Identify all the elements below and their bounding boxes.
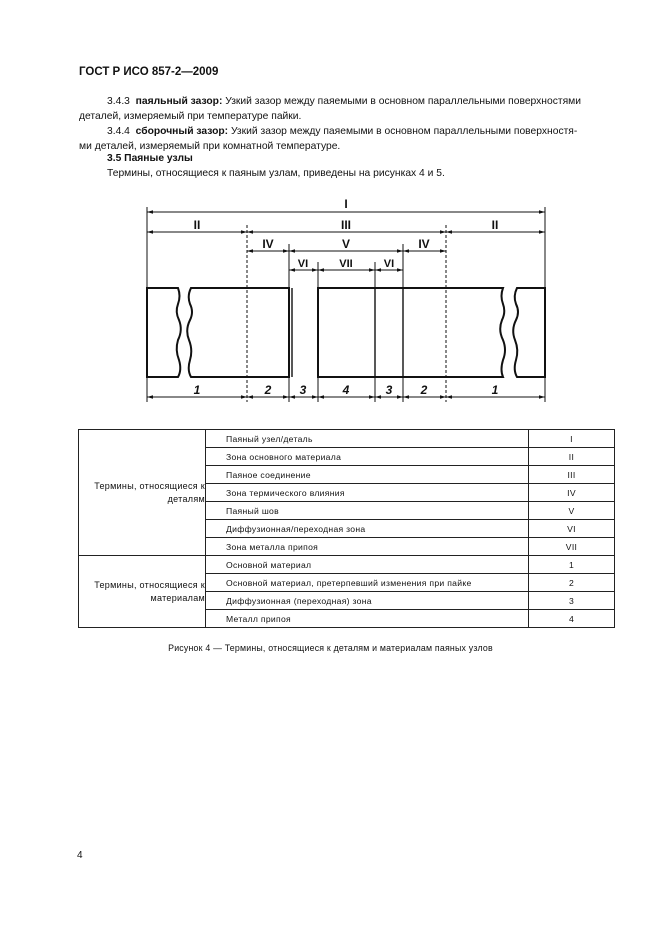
code-cell: V [529,502,615,520]
term-cell: Паяный узел/деталь [206,430,529,448]
label-III: III [340,218,352,232]
brazed-joint-figure [0,0,661,420]
clause-number: 3.4.4 [107,126,130,137]
term-cell: Паяное соединение [206,466,529,484]
code-cell: I [529,430,615,448]
term-cell: Паяный шов [206,502,529,520]
label-I: I [344,197,348,211]
figure-caption: Рисунок 4 — Термины, относящиеся к деталям и материалам паяных узлов [168,643,493,653]
label-II-right: II [491,218,499,232]
code-cell: VII [529,538,615,556]
definition-line: Узкий зазор между паяемыми в основном параллельными поверхностями [222,96,581,107]
code-cell: VI [529,520,615,538]
label-4: 4 [342,383,350,397]
code-cell: IV [529,484,615,502]
table-row [79,556,615,574]
label-IV-left: IV [262,237,274,251]
definition-line: Узкий зазор между паяемыми в основном параллельными поверхностя- [228,126,578,137]
label-1-left: 1 [193,383,201,397]
code-cell: 1 [529,556,615,574]
label-2-left: 2 [264,383,272,397]
label-3-right: 3 [385,383,393,397]
label-II-left: II [193,218,201,232]
label-VI-left: VI [297,258,309,270]
label-3-left: 3 [299,383,307,397]
paragraph-3-4-3-cont: деталей, измеряемый при температуре пайки. [79,111,302,122]
label-VI-right: VI [383,258,395,270]
label-2-right: 2 [420,383,428,397]
paragraph-3-4-4-cont: ми деталей, измеряемый при комнатной температуре. [79,141,341,152]
term-cell: Зона основного материала [206,448,529,466]
term-cell: Основной материал [206,556,529,574]
section-text: Термины, относящиеся к паяным узлам, приведены на рисунках 4 и 5. [107,168,445,179]
clause-number: 3.4.3 [107,96,130,107]
term-cell: Диффузионная (переходная) зона [206,592,529,610]
term-cell: Металл припоя [206,610,529,628]
term-cell: Диффузионная/переходная зона [206,520,529,538]
document-header: ГОСТ Р ИСО 857-2—2009 [79,66,219,78]
term: паяльный зазор: [135,96,223,107]
term-cell: Основной материал, претерпевший изменения при пайке [206,574,529,592]
code-cell: 2 [529,574,615,592]
group-label-parts: Термины, относящиеся к деталям [79,430,206,556]
code-cell: II [529,448,615,466]
group-label-materials: Термины, относящиеся к материалам [79,556,206,628]
term: сборочный зазор: [135,126,229,137]
section-heading: 3.5 Паяные узлы [107,153,193,164]
label-V: V [341,237,351,251]
page-number: 4 [77,850,83,861]
label-IV-right: IV [418,237,430,251]
table-row [79,430,615,448]
code-cell: 4 [529,610,615,628]
terms-table [78,429,615,628]
term-cell: Зона термического влияния [206,484,529,502]
label-VII: VII [339,258,353,270]
label-1-right: 1 [491,383,499,397]
term-cell: Зона металла припоя [206,538,529,556]
code-cell: III [529,466,615,484]
code-cell: 3 [529,592,615,610]
